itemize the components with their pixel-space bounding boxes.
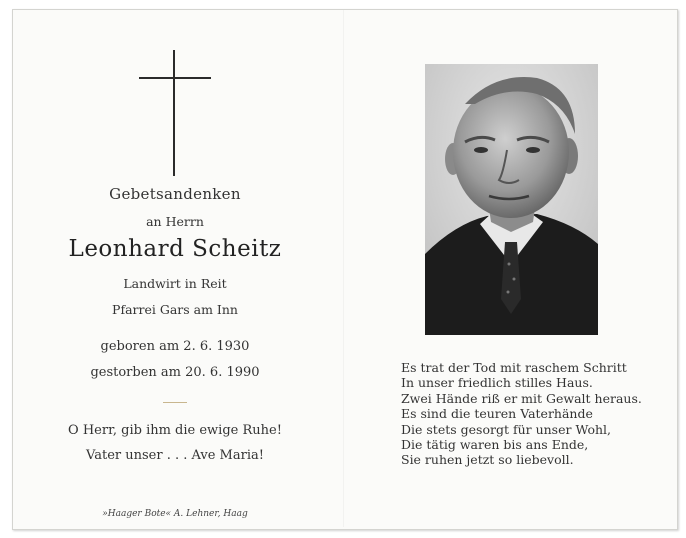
cross-vertical-bar	[173, 50, 175, 176]
cross-horizontal-bar	[139, 77, 211, 79]
poem-line: Es trat der Tod mit raschem Schritt	[401, 360, 627, 375]
ornament-divider	[163, 402, 187, 403]
salutation: an Herrn	[146, 214, 204, 229]
occupation: Landwirt in Reit	[123, 276, 227, 291]
portrait-photo	[425, 64, 598, 335]
prayer-line-2: Vater unser . . . Ave Maria!	[86, 448, 264, 463]
poem-line: In unser friedlich stilles Haus.	[401, 375, 593, 391]
card-fold	[343, 10, 344, 527]
parish: Pfarrei Gars am Inn	[112, 302, 238, 317]
birth-date: geboren am 2. 6. 1930	[100, 339, 250, 354]
printer-imprint: »Haager Bote« A. Lehner, Haag	[102, 509, 248, 519]
deceased-name: Leonhard Scheitz	[68, 236, 282, 262]
poem-line: Es sind die teuren Vaterhände	[401, 406, 593, 422]
poem-line: Die tätig waren bis ans Ende,	[401, 437, 589, 453]
prayer-line: O Herr, gib ihm die ewige Ruhe!	[68, 423, 282, 438]
poem-line: Die stets gesorgt für unser Wohl,	[401, 421, 611, 437]
poem-line: Zwei Hände riß er mit Gewalt heraus.	[401, 390, 642, 406]
death-date: gestorben am 20. 6. 1990	[90, 365, 260, 380]
poem	[401, 360, 661, 468]
poem-line: Sie ruhen jetzt so liebevoll.	[401, 452, 574, 468]
card-title: Gebetsandenken	[109, 185, 241, 203]
